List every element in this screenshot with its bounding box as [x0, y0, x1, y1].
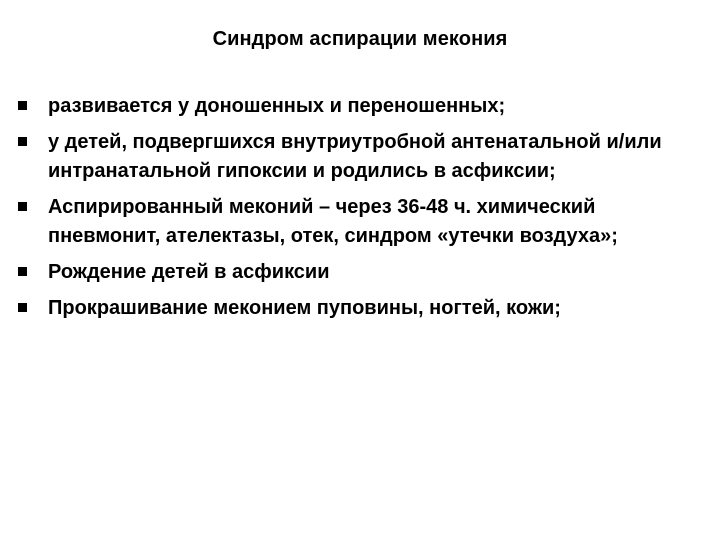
bullet-item — [18, 128, 708, 186]
square-bullet-icon — [18, 267, 27, 276]
bullet-text: Прокрашивание меконием пуповины, ногтей, кожи; — [48, 297, 561, 319]
bullet-text: Рождение детей в асфиксии — [48, 261, 330, 283]
bullet-text: у детей, подвергшихся внутриутробной антенатальной и/или интранатальной гипоксии и родились в асфиксии; — [48, 131, 662, 182]
square-bullet-icon — [18, 303, 27, 312]
bullet-text: развивается у доношенных и переношенных; — [48, 95, 506, 117]
bullet-item — [18, 258, 708, 287]
square-bullet-icon — [18, 101, 27, 110]
bullet-text: Аспирированный меконий – через 36-48 ч. химический пневмонит, ателектазы, отек, синдром «утечки воздуха»; — [48, 196, 618, 247]
bullet-item — [18, 294, 708, 323]
bullet-item — [18, 193, 708, 251]
slide-title: Синдром аспирации мекония — [212, 28, 508, 50]
bullet-list — [18, 92, 708, 330]
square-bullet-icon — [18, 137, 27, 146]
bullet-item — [18, 92, 708, 121]
square-bullet-icon — [18, 202, 27, 211]
